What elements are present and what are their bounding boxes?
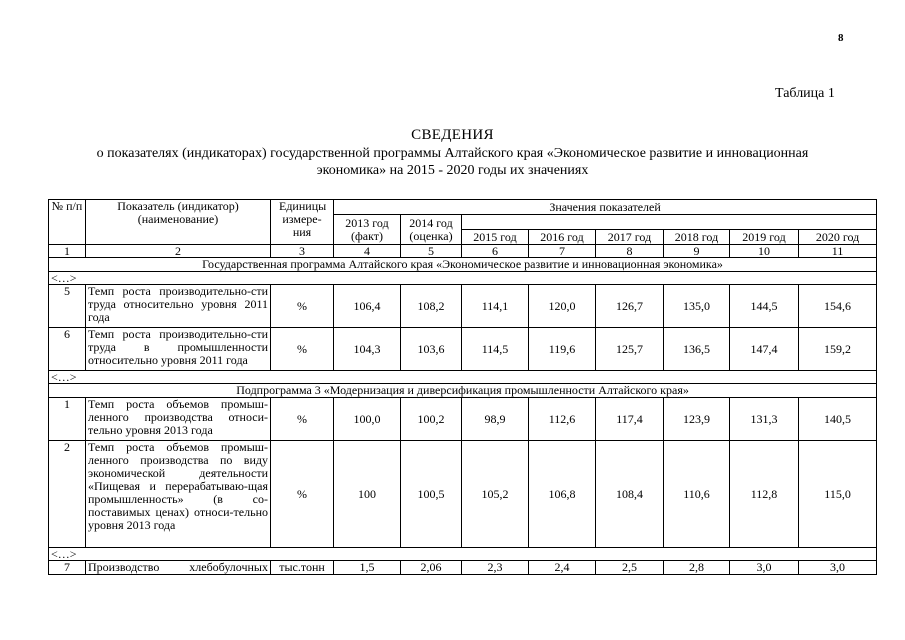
column-number: 3 bbox=[271, 245, 334, 258]
row-value: 112,8 bbox=[730, 441, 799, 548]
column-number: 9 bbox=[664, 245, 730, 258]
document-title: СВЕДЕНИЯ bbox=[411, 127, 494, 143]
row-number: 2 bbox=[49, 441, 86, 548]
row-value: 136,5 bbox=[664, 328, 730, 371]
row-indicator: Темп роста объемов промыш-ленного производства по виду экономической деятельности «Пищевая и перерабатываю-щая промышленность» (в со-поставимых ценах) относи-тельно уровня 2013 года bbox=[86, 441, 271, 548]
indicators-table bbox=[48, 199, 877, 575]
column-number: 8 bbox=[596, 245, 664, 258]
page-number: 8 bbox=[838, 32, 844, 44]
header-year-2020: 2020 год bbox=[799, 230, 877, 245]
row-value: 120,0 bbox=[529, 285, 596, 328]
row-value: 131,3 bbox=[730, 398, 799, 441]
row-value: 100,5 bbox=[401, 441, 462, 548]
document-subtitle-line1: о показателях (индикаторах) государственной программы Алтайского края «Экономическое развитие и инновационная bbox=[96, 146, 809, 161]
row-value: 115,0 bbox=[799, 441, 877, 548]
row-number: 1 bbox=[49, 398, 86, 441]
row-indicator: Темп роста производительно-сти труда относительно уровня 2011 года bbox=[86, 285, 271, 328]
row-value: 159,2 bbox=[799, 328, 877, 371]
header-year-2013: 2013 год (факт) bbox=[334, 215, 401, 245]
column-number: 2 bbox=[86, 245, 271, 258]
table-row bbox=[49, 561, 877, 575]
row-value: 119,6 bbox=[529, 328, 596, 371]
row-unit: % bbox=[271, 328, 334, 371]
header-year-2014: 2014 год (оценка) bbox=[401, 215, 462, 245]
header-num: № п/п bbox=[49, 200, 86, 245]
row-value: 154,6 bbox=[799, 285, 877, 328]
row-value: 112,6 bbox=[529, 398, 596, 441]
row-indicator: Производство хлебобулочных bbox=[86, 561, 271, 575]
row-value: 114,5 bbox=[462, 328, 529, 371]
row-indicator: Темп роста производительно-сти труда в промышленности относительно уровня 2011 года bbox=[86, 328, 271, 371]
row-number: 7 bbox=[49, 561, 86, 575]
row-value: 98,9 bbox=[462, 398, 529, 441]
row-value: 103,6 bbox=[401, 328, 462, 371]
row-value: 110,6 bbox=[664, 441, 730, 548]
row-value: 105,2 bbox=[462, 441, 529, 548]
header-unit: Единицы измере-ния bbox=[271, 200, 334, 245]
row-value: 2,8 bbox=[664, 561, 730, 575]
column-number: 7 bbox=[529, 245, 596, 258]
row-value: 2,3 bbox=[462, 561, 529, 575]
row-number: 5 bbox=[49, 285, 86, 328]
row-value: 125,7 bbox=[596, 328, 664, 371]
row-value: 123,9 bbox=[664, 398, 730, 441]
row-value: 106,8 bbox=[529, 441, 596, 548]
row-value: 135,0 bbox=[664, 285, 730, 328]
row-value: 147,4 bbox=[730, 328, 799, 371]
header-indicator: Показатель (индикатор) (наименование) bbox=[86, 200, 271, 245]
row-value: 2,4 bbox=[529, 561, 596, 575]
row-indicator: Темп роста объемов промыш-ленного производства относи-тельно уровня 2013 года bbox=[86, 398, 271, 441]
ellipsis-row: <…> bbox=[49, 548, 877, 561]
table-label: Таблица 1 bbox=[775, 86, 835, 101]
column-number: 11 bbox=[799, 245, 877, 258]
header-values-group: Значения показателей bbox=[334, 200, 877, 215]
table-row bbox=[49, 285, 877, 328]
row-number: 6 bbox=[49, 328, 86, 371]
ellipsis-row: <…> bbox=[49, 272, 877, 285]
row-unit: % bbox=[271, 285, 334, 328]
row-value: 117,4 bbox=[596, 398, 664, 441]
header-spacer bbox=[462, 215, 877, 230]
document-subtitle-line2: экономика» на 2015 - 2020 годы их значениях bbox=[316, 163, 589, 178]
program-title-row: Государственная программа Алтайского края «Экономическое развитие и инновационная экономика» bbox=[49, 258, 877, 272]
column-number: 4 bbox=[334, 245, 401, 258]
header-year-2016: 2016 год bbox=[529, 230, 596, 245]
header-year-2019: 2019 год bbox=[730, 230, 799, 245]
row-value: 100 bbox=[334, 441, 401, 548]
row-unit: % bbox=[271, 398, 334, 441]
row-value: 104,3 bbox=[334, 328, 401, 371]
row-value: 144,5 bbox=[730, 285, 799, 328]
column-numbers-row bbox=[49, 245, 877, 258]
column-number: 10 bbox=[730, 245, 799, 258]
row-value: 3,0 bbox=[730, 561, 799, 575]
row-value: 100,2 bbox=[401, 398, 462, 441]
row-value: 2,06 bbox=[401, 561, 462, 575]
row-value: 126,7 bbox=[596, 285, 664, 328]
row-value: 3,0 bbox=[799, 561, 877, 575]
row-value: 100,0 bbox=[334, 398, 401, 441]
header-year-2017: 2017 год bbox=[596, 230, 664, 245]
row-unit: % bbox=[271, 441, 334, 548]
row-value: 2,5 bbox=[596, 561, 664, 575]
row-value: 114,1 bbox=[462, 285, 529, 328]
row-value: 108,4 bbox=[596, 441, 664, 548]
table-row bbox=[49, 328, 877, 371]
row-value: 140,5 bbox=[799, 398, 877, 441]
header-year-2018: 2018 год bbox=[664, 230, 730, 245]
column-number: 5 bbox=[401, 245, 462, 258]
subprogram-title-row: Подпрограмма 3 «Модернизация и диверсификация промышленности Алтайского края» bbox=[49, 384, 877, 398]
header-year-2015: 2015 год bbox=[462, 230, 529, 245]
table-row bbox=[49, 441, 877, 548]
ellipsis-row: <…> bbox=[49, 371, 877, 384]
row-value: 108,2 bbox=[401, 285, 462, 328]
column-number: 6 bbox=[462, 245, 529, 258]
row-value: 1,5 bbox=[334, 561, 401, 575]
row-value: 106,4 bbox=[334, 285, 401, 328]
row-unit: тыс.тонн bbox=[271, 561, 334, 575]
table-row bbox=[49, 398, 877, 441]
column-number: 1 bbox=[49, 245, 86, 258]
